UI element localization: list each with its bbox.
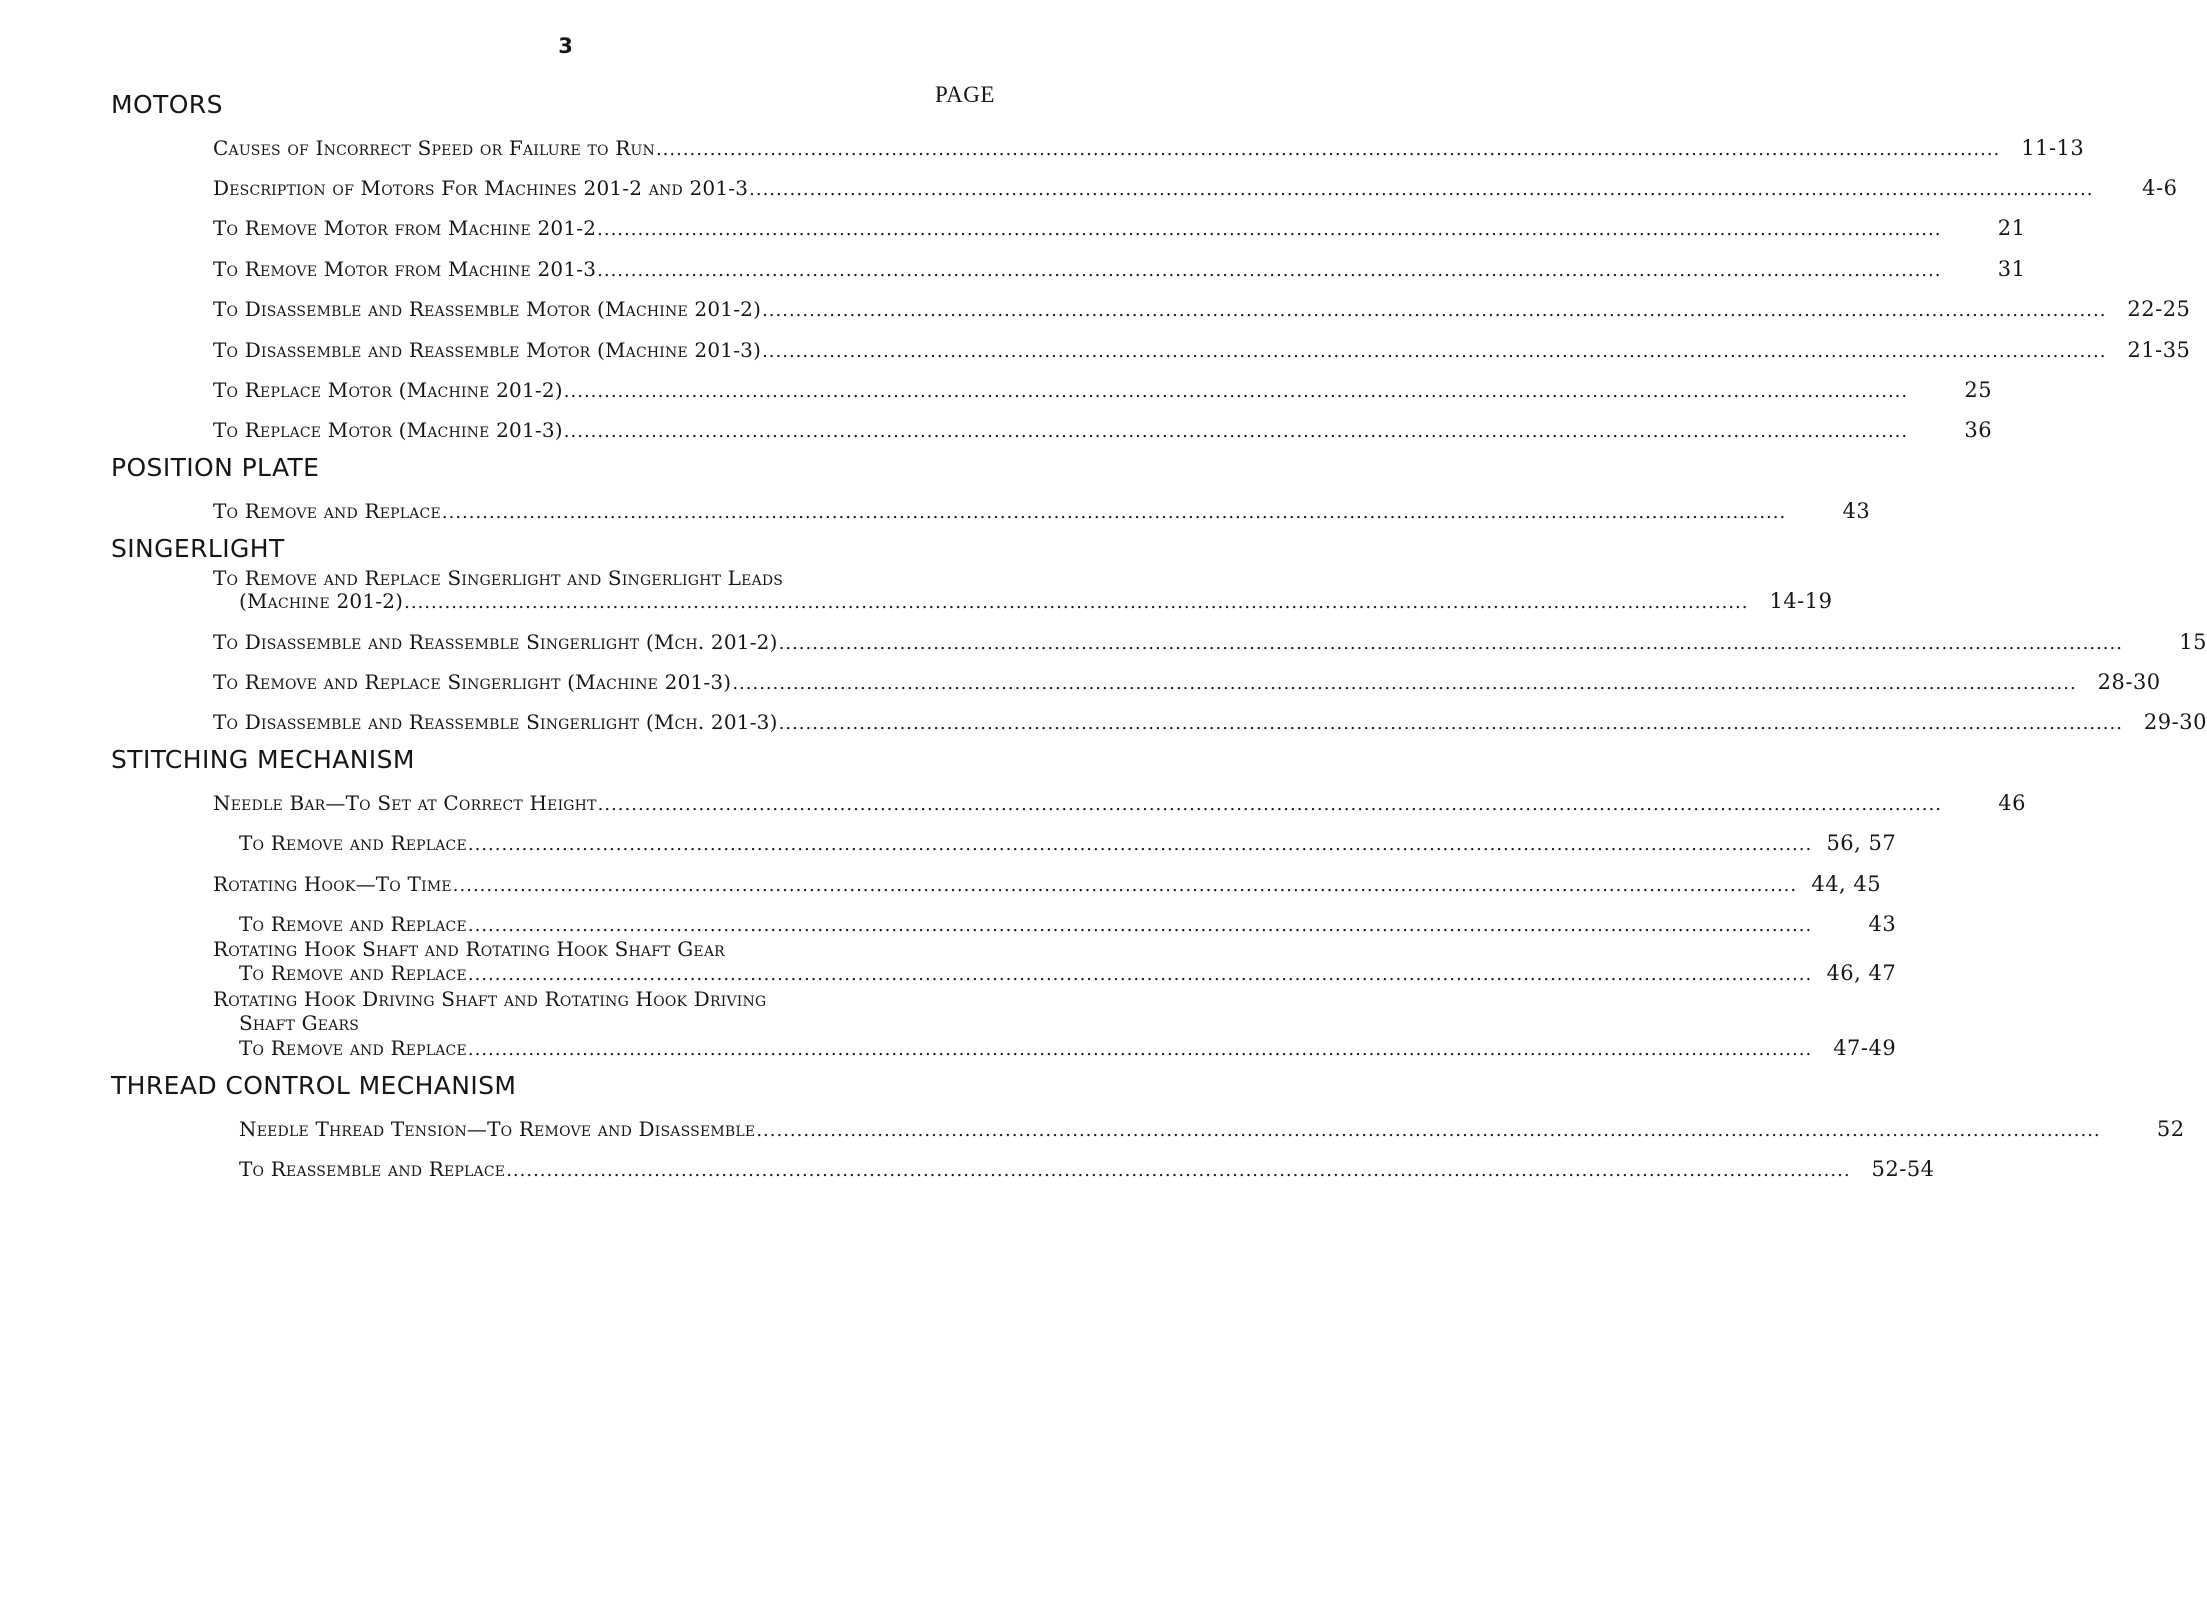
leader-dots: ........................................................................................................................................................................................................ bbox=[732, 673, 2077, 694]
toc-entry-text: To Remove Motor from Machine 201-2 bbox=[213, 216, 597, 240]
leader-dots: ........................................................................................................................................................................................................ bbox=[597, 794, 1942, 815]
leader-dots: ........................................................................................................................................................................................................ bbox=[762, 300, 2107, 321]
section-heading-position-plate: POSITION PLATE bbox=[111, 453, 320, 482]
toc-entry-text: Needle Bar—To Set at Correct Height bbox=[213, 791, 597, 815]
toc-entry-text: To Disassemble and Reassemble Motor (Machine 201-2) bbox=[213, 297, 762, 321]
toc-entry bbox=[213, 377, 1993, 403]
toc-entry-page: 56, 57 bbox=[1826, 831, 1897, 855]
toc-entry bbox=[213, 135, 2085, 161]
section-heading-motors: MOTORS bbox=[111, 90, 223, 119]
section-heading-singerlight: SINGERLIGHT bbox=[111, 534, 285, 563]
toc-entry-text: To Remove Motor from Machine 201-3 bbox=[213, 257, 597, 281]
toc-entry bbox=[239, 588, 1833, 614]
toc-entry-first-line: Rotating Hook Shaft and Rotating Hook Shaft Gear bbox=[213, 937, 725, 961]
leader-dots: ........................................................................................................................................................................................................ bbox=[506, 1160, 1851, 1181]
toc-entry bbox=[239, 1116, 2185, 1142]
toc-entry bbox=[213, 417, 1993, 443]
toc-entry bbox=[213, 256, 2026, 282]
toc-entry bbox=[213, 871, 1882, 897]
leader-dots: ........................................................................................................................................................................................................ bbox=[404, 592, 1749, 613]
leader-dots: ........................................................................................................................................................................................................ bbox=[441, 502, 1787, 523]
toc-entry-second-line: Shaft Gears bbox=[239, 1011, 360, 1035]
toc-entry-page: 46 bbox=[1998, 791, 2026, 815]
toc-entry-page: 21-35 bbox=[2127, 338, 2191, 362]
leader-dots: ........................................................................................................................................................................................................ bbox=[467, 964, 1813, 985]
leader-dots: ........................................................................................................................................................................................................ bbox=[597, 260, 1942, 281]
leader-dots: ........................................................................................................................................................................................................ bbox=[467, 915, 1813, 936]
toc-entry bbox=[239, 1156, 1935, 1182]
toc-entry-text: To Remove and Replace bbox=[239, 912, 467, 936]
toc-entry-page: 52-54 bbox=[1871, 1157, 1935, 1181]
toc-entry-page: 22-25 bbox=[2127, 297, 2191, 321]
leader-dots: ........................................................................................................................................................................................................ bbox=[655, 139, 2001, 160]
toc-entry-page: 43 bbox=[1868, 912, 1897, 936]
toc-entry-page: 36 bbox=[1964, 418, 1993, 442]
toc-entry-text: Rotating Hook—To Time bbox=[213, 872, 452, 896]
toc-entry-page: 14-19 bbox=[1769, 589, 1833, 613]
leader-dots: ........................................................................................................................................................................................................ bbox=[756, 1120, 2101, 1141]
toc-entry bbox=[213, 296, 2191, 322]
toc-entry-text: (Machine 201-2) bbox=[239, 589, 404, 613]
page-column-label: PAGE bbox=[935, 82, 995, 107]
toc-entry-page: 25 bbox=[1964, 378, 1993, 402]
toc-entry-text: To Disassemble and Reassemble Singerlight (Mch. 201-3) bbox=[213, 710, 778, 734]
leader-dots: ........................................................................................................................................................................................................ bbox=[467, 834, 1813, 855]
toc-entry bbox=[213, 629, 2207, 655]
toc-entry-text: To Replace Motor (Machine 201-2) bbox=[213, 378, 563, 402]
leader-dots: ........................................................................................................................................................................................................ bbox=[563, 381, 1909, 402]
toc-entry bbox=[213, 709, 2207, 735]
toc-entry-text: To Replace Motor (Machine 201-3) bbox=[213, 418, 563, 442]
toc-entry-page: 44, 45 bbox=[1811, 872, 1882, 896]
page-number: 3 bbox=[558, 34, 573, 58]
toc-entry-page: 21 bbox=[1997, 216, 2026, 240]
toc-entry bbox=[213, 175, 2178, 201]
leader-dots: ........................................................................................................................................................................................................ bbox=[778, 713, 2123, 734]
toc-entry bbox=[239, 830, 1897, 856]
toc-entry-page: 46, 47 bbox=[1826, 961, 1897, 985]
toc-entry bbox=[239, 911, 1897, 937]
toc-entry-first-line: Rotating Hook Driving Shaft and Rotating Hook Driving bbox=[213, 987, 767, 1011]
leader-dots: ........................................................................................................................................................................................................ bbox=[452, 875, 1798, 896]
toc-entry-page: 43 bbox=[1842, 499, 1871, 523]
toc-entry-text: To Reassemble and Replace bbox=[239, 1157, 506, 1181]
section-heading-thread-control-mechanism: THREAD CONTROL MECHANISM bbox=[111, 1071, 517, 1100]
toc-entry-text: Description of Motors For Machines 201-2 and 201-3 bbox=[213, 176, 749, 200]
toc-entry-page: 52 bbox=[2156, 1117, 2185, 1141]
leader-dots: ........................................................................................................................................................................................................ bbox=[563, 421, 1909, 442]
toc-entry bbox=[213, 790, 2026, 816]
toc-entry bbox=[213, 669, 2161, 695]
toc-entry bbox=[239, 960, 1897, 986]
leader-dots: ........................................................................................................................................................................................................ bbox=[778, 633, 2123, 654]
toc-entry-text: Causes of Incorrect Speed or Failure to Run bbox=[213, 136, 655, 160]
toc-entry bbox=[213, 215, 2026, 241]
leader-dots: ........................................................................................................................................................................................................ bbox=[467, 1039, 1813, 1060]
toc-entry-page: 31 bbox=[1997, 257, 2026, 281]
toc-entry-page: 29-30 bbox=[2143, 710, 2207, 734]
toc-entry-text: Needle Thread Tension—To Remove and Disassemble bbox=[239, 1117, 756, 1141]
toc-entry-page: 47-49 bbox=[1833, 1036, 1897, 1060]
toc-entry-text: To Remove and Replace Singerlight (Machine 201-3) bbox=[213, 670, 732, 694]
toc-entry-text: To Remove and Replace bbox=[213, 499, 441, 523]
toc-entry bbox=[213, 337, 2191, 363]
toc-entry bbox=[213, 498, 1871, 524]
toc-entry-first-line: To Remove and Replace Singerlight and Singerlight Leads bbox=[213, 566, 784, 590]
leader-dots: ........................................................................................................................................................................................................ bbox=[762, 341, 2107, 362]
toc-entry-text: To Remove and Replace bbox=[239, 1036, 467, 1060]
toc-entry-text: To Remove and Replace bbox=[239, 831, 467, 855]
toc-entry-text: To Disassemble and Reassemble Motor (Machine 201-3) bbox=[213, 338, 762, 362]
toc-entry bbox=[239, 1035, 1897, 1061]
toc-entry-page: 4-6 bbox=[2142, 176, 2178, 200]
toc-entry-page: 11-13 bbox=[2021, 136, 2085, 160]
leader-dots: ........................................................................................................................................................................................................ bbox=[597, 219, 1942, 240]
toc-entry-page: 15 bbox=[2179, 630, 2207, 654]
toc-entry-text: To Remove and Replace bbox=[239, 961, 467, 985]
toc-entry-text: To Disassemble and Reassemble Singerlight (Mch. 201-2) bbox=[213, 630, 778, 654]
leader-dots: ........................................................................................................................................................................................................ bbox=[749, 179, 2094, 200]
section-heading-stitching-mechanism: STITCHING MECHANISM bbox=[111, 745, 415, 774]
toc-entry-page: 28-30 bbox=[2097, 670, 2161, 694]
